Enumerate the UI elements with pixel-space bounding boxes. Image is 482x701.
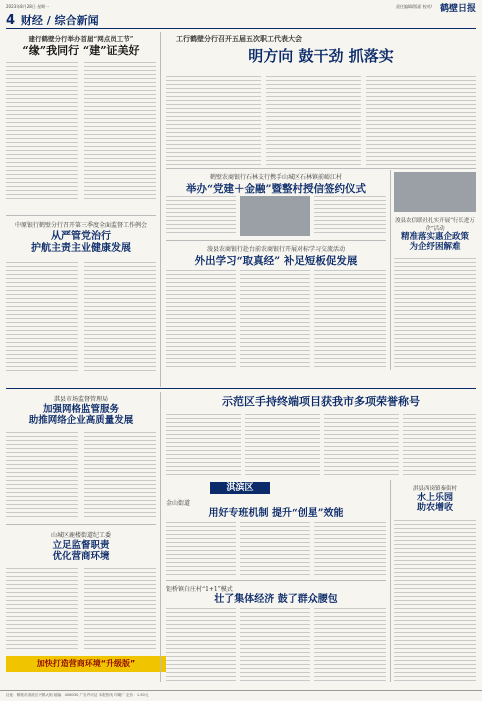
section-number: 4 [6, 13, 16, 28]
article-10-title: 金山街道 [166, 500, 191, 507]
masthead: 鹤壁日报 [439, 4, 476, 14]
article-3-body-2 [314, 196, 386, 236]
article-12-title: 淇县西岗镇秦街村 [412, 486, 457, 492]
article-9-headline-1: 立足监督职责 [52, 540, 110, 551]
section-name: 财经 / 综合新闻 [20, 14, 99, 27]
article-4-headline-2: 护航主责主业健康发展 [31, 242, 131, 254]
article-6 [394, 216, 476, 253]
article-7-title: 淇县市场监督管理局 [53, 396, 108, 403]
article-12 [394, 484, 476, 514]
article-6-body [394, 258, 476, 370]
article-7-headline-2: 助推网络企业高质量发展 [28, 414, 134, 426]
article-8-body-2 [245, 414, 320, 476]
article-2-body-1 [166, 76, 261, 166]
article-7 [6, 394, 156, 427]
article-5-body-2 [240, 270, 310, 370]
district-label: 淇滨区 [210, 482, 270, 494]
article-5-body-1 [166, 270, 236, 370]
article-10-body-1 [166, 522, 236, 577]
article-7-headline-1: 加强网格监管服务 [42, 404, 119, 415]
article-9-body-right [84, 568, 156, 652]
top-bar [0, 0, 482, 12]
article-1-title: 建行鹤壁分行举办首届“网点员工节” [28, 35, 134, 43]
column-divider [390, 170, 391, 370]
column-divider [160, 392, 161, 682]
article-8 [166, 396, 476, 409]
header-rule [6, 28, 476, 29]
article-2-body-3 [366, 76, 476, 166]
article-3-body-1 [166, 196, 236, 236]
article-3-title: 鹤壁农商银行石林支行携手山城区石林镇前峪江村 [209, 174, 342, 181]
section-title [6, 12, 99, 28]
article-8-headline: 示范区手持终端项目获我市多项荣誉称号 [222, 395, 420, 408]
article-4-body-left [6, 262, 78, 372]
article-9-headline-2: 优化营商环境 [52, 550, 110, 562]
article-1-headline: “缘”我同行 “建”证美好 [22, 44, 140, 57]
article-1 [6, 34, 156, 58]
article-8-body-1 [166, 414, 241, 476]
footer-text: 社址：鹤壁市淇滨区兴鹤大街 邮编：458030 广告许可证 本报热线 印刷厂 定价：1.50元 [6, 693, 149, 697]
article-2 [166, 34, 476, 65]
article-5-title: 浚县农商银行赴台前农商银行开展对标学习交流活动 [206, 246, 345, 253]
article-3 [166, 172, 386, 195]
article-11-title: 钜桥镇白庄村“1+1”模式 [166, 586, 233, 593]
issue-date: 2023年8月28日 星期一 [6, 4, 50, 9]
column-divider [390, 480, 391, 682]
article-12-headline-2: 助农增收 [416, 503, 453, 514]
article-5 [166, 244, 386, 267]
article-9 [6, 530, 156, 563]
article-6-headline-1: 精准落实惠企政策 [400, 232, 469, 242]
article-6-photo [394, 172, 476, 212]
article-6-title: 浚县农信联社扎实开展“行长进万企”活动 [395, 218, 475, 232]
article-4-headline-1: 从严管党治行 [51, 231, 111, 242]
business-environment-banner: 加快打造营商环境“升级版” [6, 656, 166, 672]
article-7-body-left [6, 432, 78, 520]
article-5-headline: 外出学习“取真经” 补足短板促发展 [194, 255, 358, 267]
column-divider [160, 32, 161, 387]
article-9-body-left [6, 568, 78, 652]
article-9-title: 山城区鹿楼街道纪工委 [50, 532, 111, 539]
article-4-title: 中原银行鹤壁分行召开第三季度全面监督工作例会 [14, 222, 147, 229]
article-11-body-3 [314, 608, 386, 682]
article-7-body-right [84, 432, 156, 520]
article-10-body-3 [314, 522, 386, 577]
article-11-headline: 壮了集体经济 鼓了群众腰包 [214, 594, 338, 605]
article-2-headline: 明方向 鼓干劲 抓落实 [248, 47, 394, 65]
article-11 [166, 584, 386, 606]
article-8-body-3 [324, 414, 399, 476]
article-4-body-right [84, 262, 156, 372]
article-5-body-3 [314, 270, 386, 370]
article-12-body [394, 520, 476, 682]
editor-credits: 责任编辑/版面 校对/ [396, 4, 432, 9]
article-10-body-2 [240, 522, 310, 577]
divider [6, 215, 156, 216]
article-8-body-4 [403, 414, 476, 476]
divider [166, 240, 386, 241]
article-1-body-right [84, 62, 156, 202]
article-11-body-1 [166, 608, 236, 682]
article-3-headline: 举办“党建＋金融”暨整村授信签约仪式 [185, 183, 367, 195]
article-2-body-2 [266, 76, 361, 166]
article-4 [6, 220, 156, 254]
article-10-headline: 用好专班机制 提升“创星”效能 [208, 508, 344, 519]
article-3-photo [240, 196, 310, 236]
article-2-title: 工行鹤壁分行召开五届五次职工代表大会 [176, 34, 302, 43]
article-10 [166, 498, 386, 520]
article-1-body-left [6, 62, 78, 202]
section-divider [6, 388, 476, 389]
article-11-body-2 [240, 608, 310, 682]
article-6-headline-2: 为企纾困解难 [409, 241, 461, 252]
footer [0, 690, 482, 701]
divider [166, 168, 476, 169]
divider [6, 524, 156, 525]
divider [166, 580, 386, 581]
article-12-headline-1: 水上乐园 [416, 493, 453, 503]
